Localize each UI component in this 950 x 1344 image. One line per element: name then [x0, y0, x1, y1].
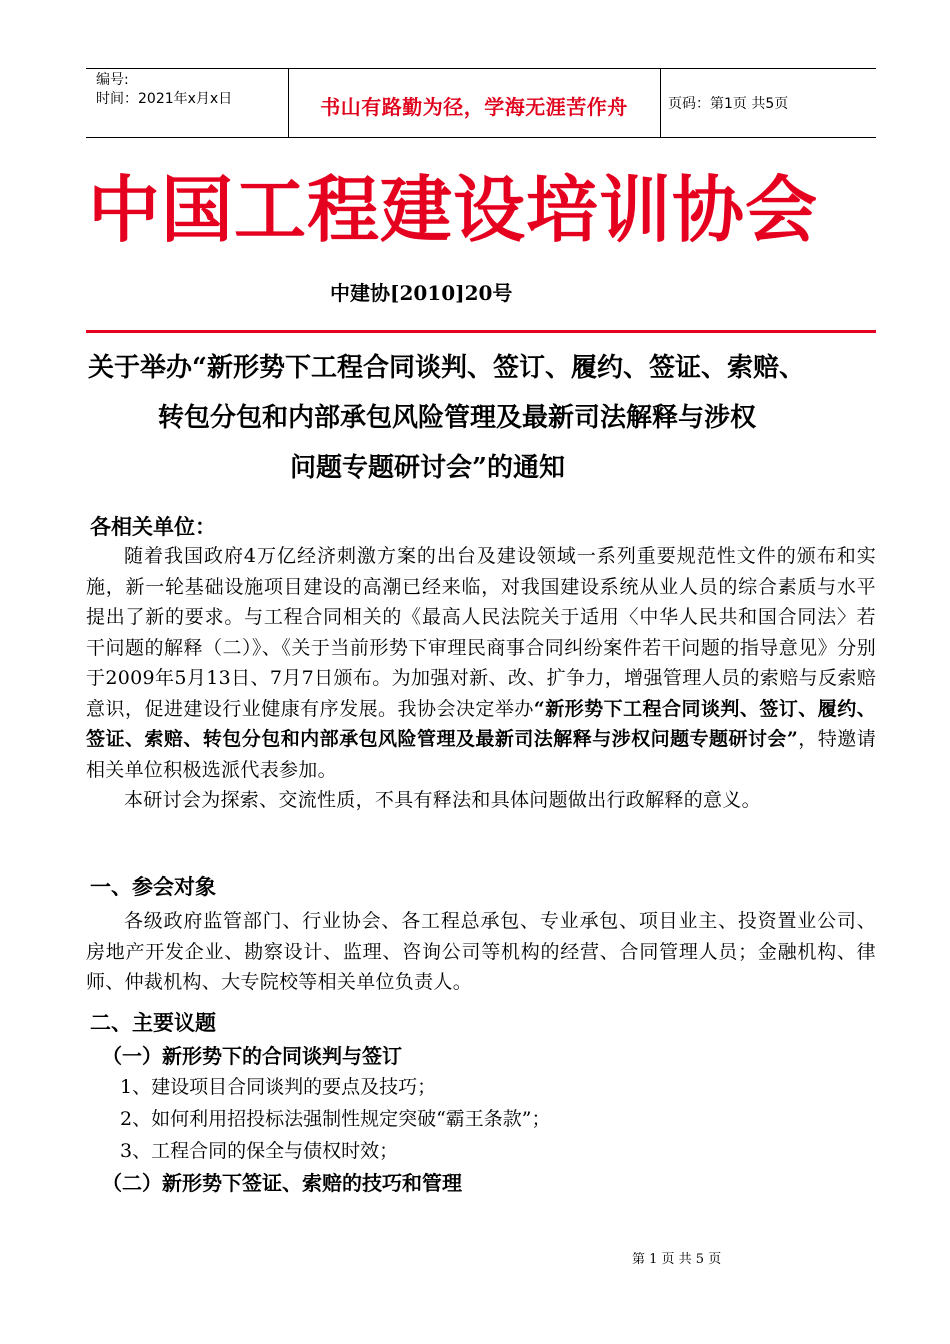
- organization-name: 中国工程建设培训协会: [88, 168, 819, 252]
- subsection-1-heading: （一）新形势下的合同谈判与签订: [102, 1044, 402, 1068]
- list-item: 2、如何利用招投标法强制性规定突破“霸王条款”；: [120, 1108, 551, 1130]
- subsection-2-heading: （二）新形势下签证、索赔的技巧和管理: [102, 1171, 462, 1195]
- header-table: [86, 68, 876, 138]
- title-line-3: 问题专题研讨会”的通知: [290, 453, 565, 483]
- list-item: 1、建设项目合同谈判的要点及技巧；: [120, 1076, 437, 1098]
- serial-label: 编号:: [96, 72, 129, 88]
- paragraph-1-text: 随着我国政府4万亿经济刺激方案的出台及建设领域一系列重要规范性文件的颁布和实施，新一轮基础设施项目建设的高潮已经来临，对我国建设系统从业人员的综合素质与水平提出了新的要求。与工程合同相关的《最高人民法院关于适用〈中华人民共和国合同法〉若干问题的解释（二）》、《关于当前形势下审理民商事合同纠纷案件若干问题的指导意见》分别于2009年5月13日、7月7日颁布。为加强对新、改、扩争力，增强管理人员的索赔与反索赔意识，促进建设行业健康有序发展。我协会决定举办: [86, 545, 876, 720]
- header-meta: [96, 71, 232, 109]
- header-divider: [660, 69, 661, 137]
- salutation: 各相关单位：: [90, 514, 216, 539]
- title-line-2: 转包分包和内部承包风险管理及最新司法解释与涉权: [158, 403, 757, 433]
- red-divider-line: [86, 330, 876, 333]
- paragraph-2: 本研讨会为探索、交流性质，不具有释法和具体问题做出行政解释的意义。: [124, 789, 761, 811]
- section-2-heading: 二、主要议题: [90, 1010, 216, 1035]
- time-label: 时间：2021年x月x日: [96, 91, 233, 107]
- seminar-name: “新形势下工程合同谈判、签订、履约、签证、索赔、转包分包和内部承包风险管理及最新司法解释与涉权问题专题研讨会”: [86, 697, 876, 750]
- section-1-text: 各级政府监管部门、行业协会、各工程总承包、专业承包、项目业主、投资置业公司、房地产开发企业、勘察设计、监理、咨询公司等机构的经营、合同管理人员；金融机构、律师、仲裁机构、大专院校等相关单位负责人。: [86, 910, 876, 993]
- section-1-heading: 一、参会对象: [90, 874, 216, 899]
- document-number: 中建协[2010]20号: [330, 281, 513, 305]
- paragraph-1: [86, 541, 876, 785]
- section-1-body: [86, 906, 876, 998]
- page-footer: 第 1 页 共 5 页: [632, 1252, 722, 1267]
- intro-body: [86, 541, 876, 816]
- title-line-1: 关于举办“新形势下工程合同谈判、签订、履约、签证、索赔、: [88, 353, 805, 383]
- header-page-info: 页码：第1页 共5页: [668, 96, 789, 112]
- header-motto: 书山有路勤为径，学海无涯苦作舟: [320, 95, 628, 119]
- list-item: 3、工程合同的保全与债权时效；: [120, 1140, 399, 1162]
- paragraph-1-end: ，特邀请相关单位积极选派代表参加。: [86, 728, 877, 781]
